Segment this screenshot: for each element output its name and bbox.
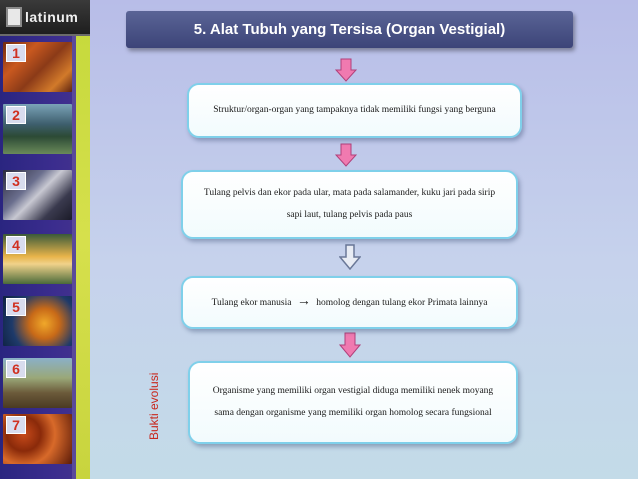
thumb-number: 7 (6, 416, 26, 434)
side-label: Bukti evolusi (147, 372, 161, 440)
examples-text: Tulang pelvis dan ekor pada ular, mata pada salamander, kuku jari pada sirip sapi laut, tulang pelvis pada paus (203, 187, 496, 220)
human-tailbone-box (181, 276, 518, 329)
down-arrow-icon (335, 58, 357, 82)
thumb-number: 1 (6, 44, 26, 62)
sidebar-thumb-1[interactable] (3, 42, 72, 92)
thumb-number: 3 (6, 172, 26, 190)
sidebar-thumb-2[interactable] (3, 104, 72, 154)
conclusion-text: Organisme yang memiliki organ vestigial diduga memiliki nenek moyang sama dengan organisme yang memiliki organ homolog secara fungsional (212, 385, 494, 418)
sidebar-accent-strip (76, 0, 90, 479)
tailbone-text-before: Tulang ekor manusia (211, 298, 292, 309)
sidebar-thumb-7[interactable] (3, 414, 72, 464)
thumb-number: 5 (6, 298, 26, 316)
slide-title: 5. Alat Tubuh yang Tersisa (Organ Vestigial) (126, 11, 573, 48)
logo (0, 0, 90, 36)
thumb-number: 2 (6, 106, 26, 124)
down-arrow-icon (339, 332, 361, 358)
definition-box (187, 83, 522, 138)
logo-mark-icon (6, 7, 22, 27)
logo-text: latinum (25, 9, 79, 25)
right-arrow-icon: → (296, 294, 311, 310)
tailbone-text-after: homolog dengan tulang ekor Primata lainnya (316, 298, 488, 309)
examples-box (181, 170, 518, 239)
sidebar-thumb-5[interactable] (3, 296, 72, 346)
sidebar-thumb-3[interactable] (3, 170, 72, 220)
down-arrow-icon (339, 244, 361, 270)
sidebar-thumb-4[interactable] (3, 234, 72, 284)
thumb-number: 4 (6, 236, 26, 254)
down-arrow-icon (335, 143, 357, 167)
thumb-number: 6 (6, 360, 26, 378)
definition-text: Struktur/organ-organ yang tampaknya tidak memiliki fungsi yang berguna (213, 104, 496, 115)
conclusion-box (188, 361, 518, 444)
sidebar-thumb-6[interactable] (3, 358, 72, 408)
tailbone-text (212, 286, 488, 318)
